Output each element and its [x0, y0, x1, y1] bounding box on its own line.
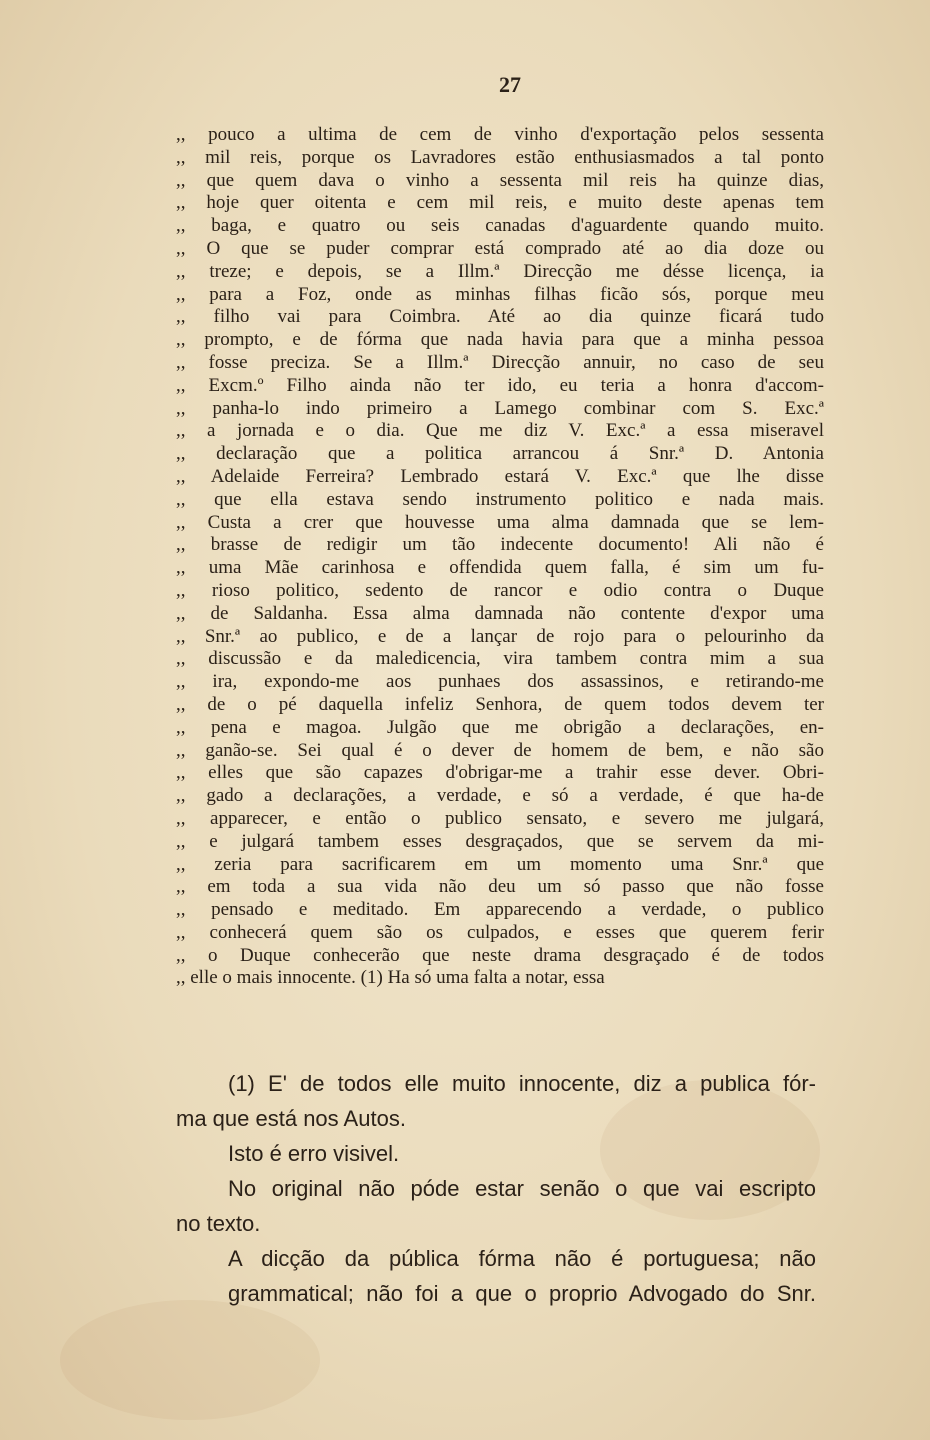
text-line: ,, pena e magoa. Julgão que me obrigão a declarações, en- — [176, 716, 824, 738]
footnote-line: ma que está nos Autos. — [176, 1106, 406, 1131]
text-line: ,, uma Mãe carinhosa e offendida quem falla, é sim um fu- — [176, 557, 824, 579]
body-text — [176, 124, 824, 990]
text-line: ,, Adelaide Ferreira? Lembrado estará V. Exc.ª que lhe disse — [176, 465, 824, 487]
text-line: ,, O que se puder comprar está comprado até ao dia doze ou — [176, 237, 824, 259]
footnote-line: no texto. — [176, 1211, 261, 1236]
text-line: ,, que ella estava sendo instrumento politico e nada mais. — [176, 488, 824, 510]
text-line: ,, o Duque conhecerão que neste drama desgraçado é de todos — [176, 944, 824, 966]
text-line: ,, de o pé daquella infeliz Senhora, de quem todos devem ter — [176, 693, 824, 715]
page-number: 27 — [499, 72, 521, 97]
text-line: ,, brasse de redigir um tão indecente documento! Ali não é — [176, 534, 824, 556]
text-line: ,, em toda a sua vida não deu um só passo que não fosse — [176, 876, 824, 898]
text-line: ,, ganão-se. Sei qual é o dever de homem de bem, e não são — [176, 739, 824, 761]
paper-stain — [60, 1300, 320, 1420]
footnote-line: (1) E' de todos elle muito innocente, diz a publica fór- — [228, 1071, 816, 1096]
text-line: ,, e julgará tambem esses desgraçados, que se servem da mi- — [176, 830, 824, 852]
text-line: ,, hoje quer oitenta e cem mil reis, e muito deste apenas tem — [176, 192, 824, 214]
footnote-line: No original não póde estar senão o que vai escripto — [228, 1176, 816, 1201]
text-line: ,, panha-lo indo primeiro a Lamego combinar com S. Exc.ª — [176, 397, 824, 419]
text-line: ,, pouco a ultima de cem de vinho d'exportação pelos sessenta — [176, 124, 824, 145]
text-line: ,, prompto, e de fórma que nada havia para que a minha pessoa — [176, 329, 824, 351]
text-line: ,, conhecerá quem são os culpados, e esses que querem ferir — [176, 921, 824, 943]
text-line: ,, baga, e quatro ou seis canadas d'aguardente quando muito. — [176, 215, 824, 237]
text-line: ,, apparecer, e então o publico sensato, e severo me julgará, — [176, 807, 824, 829]
text-line: ,, pensado e meditado. Em apparecendo a verdade, o publico — [176, 899, 824, 921]
footnote — [176, 1066, 816, 1311]
text-line: ,, que quem dava o vinho a sessenta mil reis ha quinze dias, — [176, 169, 824, 191]
text-line: ,, elles que são capazes d'obrigar-me a trahir esse dever. Obri- — [176, 762, 824, 784]
text-line: ,, mil reis, porque os Lavradores estão enthusiasmados a tal ponto — [176, 146, 824, 168]
text-line: ,, zeria para sacrificarem em um momento uma Snr.ª que — [176, 853, 824, 875]
text-line: ,, elle o mais innocente. (1) Ha só uma falta a notar, essa — [176, 967, 605, 989]
text-line: ,, ira, expondo-me aos punhaes dos assassinos, e retirando-me — [176, 671, 824, 693]
text-line: ,, discussão e da maledicencia, vira tambem contra mim a sua — [176, 648, 824, 670]
text-line: ,, Excm.º Filho ainda não ter ido, eu teria a honra d'accom- — [176, 374, 824, 396]
text-line: ,, declaração que a politica arrancou á Snr.ª D. Antonia — [176, 443, 824, 465]
text-line: ,, Snr.ª ao publico, e de a lançar de rojo para o pelourinho da — [176, 625, 824, 647]
footnote-line: Isto é erro visivel. — [228, 1141, 400, 1166]
text-line: ,, para a Foz, onde as minhas filhas ficão sós, porque meu — [176, 283, 824, 305]
text-line: ,, de Saldanha. Essa alma damnada não contente d'expor uma — [176, 602, 824, 624]
text-line: ,, a jornada e o dia. Que me diz V. Exc.ª a essa miseravel — [176, 420, 824, 442]
text-line: ,, rioso politico, sedento de rancor e odio contra o Duque — [176, 579, 824, 601]
footnote-line: grammatical; não foi a que o proprio Advogado do Snr. — [228, 1281, 816, 1306]
text-line: ,, fosse preciza. Se a Illm.ª Direcção annuir, no caso de seu — [176, 351, 824, 373]
footnote-line: A dicção da pública fórma não é portuguesa; não — [228, 1246, 816, 1271]
text-line: ,, treze; e depois, se a Illm.ª Direcção me désse licença, ia — [176, 260, 824, 282]
text-line: ,, Custa a crer que houvesse uma alma damnada que se lem- — [176, 511, 824, 533]
text-line: ,, filho vai para Coimbra. Até ao dia quinze ficará tudo — [176, 306, 824, 328]
text-line: ,, gado a declarações, a verdade, e só a verdade, é que ha-de — [176, 785, 824, 807]
